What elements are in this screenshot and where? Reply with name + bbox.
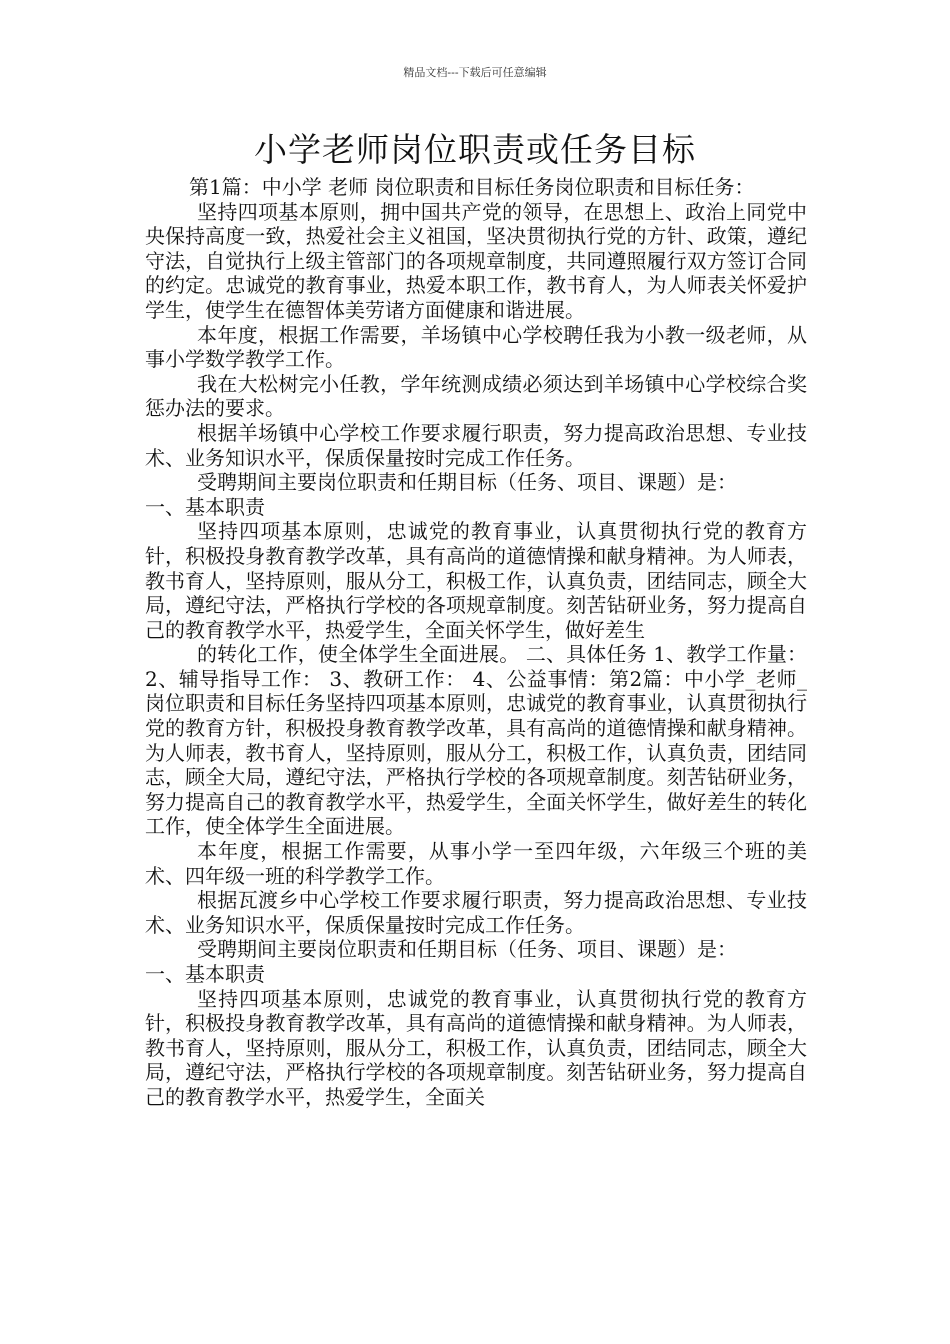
list-heading: 一、基本职责	[145, 494, 265, 519]
body-paragraph: 坚持四项基本原则，拥中国共产党的领导，在思想上、政治上同党中央保持高度一致，热爱社会主义祖国，坚决贯彻执行党的方针、政策，遵纪守法，自觉执行上级主管部门的各项规章制度，共同遵照履行双方签订合同的约定。忠诚党的教育事业，热爱本职工作，教书育人，为人师表关怀爱护学生，使学生在德智体美劳诸方面健康和谐进展。	[145, 199, 807, 322]
body-paragraph: 我在大松树完小任教，学年统测成绩必须达到羊场镇中心学校综合奖惩办法的要求。	[145, 371, 807, 421]
body-paragraph: 本年度，根据工作需要，羊场镇中心学校聘任我为小教一级老师，从事小学数学教学工作。	[145, 322, 807, 372]
body-paragraph: 受聘期间主要岗位职责和任期目标（任务、项目、课题）是：	[197, 470, 737, 495]
body-paragraph: 坚持四项基本原则，忠诚党的教育事业，认真贯彻执行党的教育方针，积极投身教育教学改革，具有高尚的道德情操和献身精神。为人师表，教书育人，坚持原则，服从分工，积极工作，认真负责，团结同志，顾全大局，遵纪守法，严格执行学校的各项规章制度。刻苦钻研业务，努力提高自己的教育教学水平，热爱学生，全面关	[145, 986, 807, 1109]
section-heading: 第1篇：中小学 老师 岗位职责和目标任务岗位职责和目标任务：	[189, 175, 755, 199]
body-paragraph: 的转化工作，使全体学生全面进展。 二、具体任务 1、教学工作量： 2、辅导指导工作： 3、教研工作： 4、公益事情：第2篇：中小学_老师_岗位职责和目标任务坚持四项基本原则，忠诚党的教育事业，认真贯彻执行党的教育方针，积极投身教育教学改革，具有高尚的道德情操和献身精神。为人师表，教书育人，坚持原则，服从分工，积极工作，认真负责，团结同志，顾全大局，遵纪守法，严格执行学校的各项规章制度。刻苦钻研业务，努力提高自己的教育教学水平，热爱学生，全面关怀学生，做好差生的转化工作，使全体学生全面进展。	[145, 642, 807, 839]
body-paragraph: 坚持四项基本原则，忠诚党的教育事业，认真贯彻执行党的教育方针，积极投身教育教学改革，具有高尚的道德情操和献身精神。为人师表，教书育人，坚持原则，服从分工，积极工作，认真负责，团结同志，顾全大局，遵纪守法，严格执行学校的各项规章制度。刻苦钻研业务，努力提高自己的教育教学水平，热爱学生，全面关怀学生，做好差生	[145, 519, 807, 642]
body-paragraph: 本年度，根据工作需要，从事小学一至四年级，六年级三个班的美术、四年级一班的科学教学工作。	[145, 839, 807, 888]
body-paragraph: 根据瓦渡乡中心学校工作要求履行职责，努力提高政治思想、专业技术、业务知识水平，保质保量按时完成工作任务。	[145, 888, 807, 937]
document-title: 小学老师岗位职责或任务目标	[254, 130, 696, 169]
body-paragraph: 受聘期间主要岗位职责和任期目标（任务、项目、课题）是：	[197, 937, 737, 962]
document-body	[145, 175, 807, 1110]
header-note: 精品文档---下载后可任意编辑	[403, 66, 547, 79]
list-heading: 一、基本职责	[145, 962, 265, 986]
body-paragraph: 根据羊场镇中心学校工作要求履行职责，努力提高政治思想、专业技术、业务知识水平，保质保量按时完成工作任务。	[145, 420, 807, 470]
